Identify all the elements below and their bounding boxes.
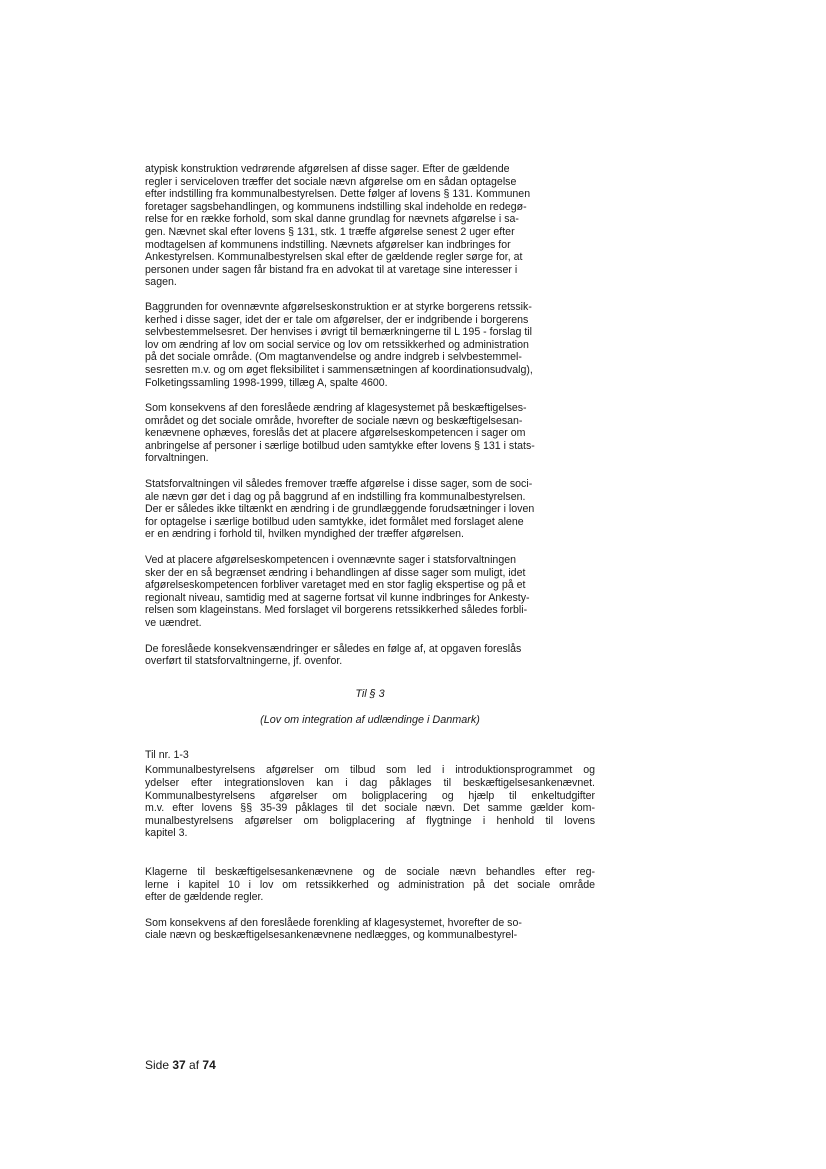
text-line: Baggrunden for ovennævnte afgørelseskonstruktion er at styrke borgerens retssik- (145, 300, 532, 313)
text-line: lerne i kapitel 10 i lov om retssikkerhed og administration på det sociale område (145, 878, 595, 891)
paragraph-3 (145, 402, 595, 465)
text-line: lov om ændring af lov om social service og lov om retssikkerhed og administration (145, 338, 529, 351)
text-line: Som konsekvens af den foreslåede ændring af klagesystemet på beskæftigelses- (145, 402, 527, 415)
page-content (145, 163, 595, 942)
text-line: er en ændring i forhold til, hvilken myndighed der træffer afgørelsen. (145, 528, 464, 541)
text-line: Kommunalbestyrelsens afgørelser om tilbud som led i introduktionsprogrammet og (145, 764, 595, 777)
text-line: foretager sagsbehandlingen, og kommunens indstilling skal indeholde en redegø- (145, 200, 527, 213)
text-line: Kommunalbestyrelsens afgørelser om boligplacering og hjælp til enkeltudgifter (145, 789, 595, 802)
paragraph-1 (145, 163, 595, 289)
text-line: Som konsekvens af den foreslåede forenkling af klagesystemet, hvorefter de so- (145, 916, 522, 929)
text-line: Statsforvaltningen vil således fremover træffe afgørelse i disse sager, som de soci- (145, 478, 533, 491)
text-line: selvbestemmelsesret. Der henvises i øvrigt til bemærkningerne til L 195 - forslag til (145, 326, 533, 339)
paragraph-9 (145, 917, 595, 942)
text-line: Til nr. 1-3 (145, 748, 189, 761)
section-heading: Til § 3 (355, 687, 385, 700)
text-line: forvaltningen. (145, 452, 209, 465)
text-line: området og det sociale område, hvorefter de sociale nævn og beskæftigelsesan- (145, 414, 523, 427)
text-line: Klagerne til beskæftigelsesankenævnene og de sociale nævn behandles efter reg- (145, 865, 595, 878)
text-line: sagen. (145, 276, 177, 289)
paragraph-2 (145, 301, 595, 389)
text-line: sker der en så begrænset ændring i behandlingen af disse sager som muligt, idet (145, 566, 526, 579)
paragraph-8 (145, 866, 595, 904)
text-line: m.v. efter lovens §§ 35-39 påklages til det sociale nævn. Det samme gælder kom- (145, 802, 595, 815)
text-line: personen under sagen får bistand fra en advokat til at varetage sine interesser i (145, 263, 518, 276)
paragraph-6 (145, 643, 595, 668)
text-line: på det sociale område. (Om magtanvendelse og andre indgreb i selvbestemmel- (145, 351, 522, 364)
text-line: ydelser efter integrationsloven kan i dag påklages til beskæftigelsesankenævnet. (145, 776, 595, 789)
page-number-footer (145, 1058, 216, 1072)
text-line: Folketingssamling 1998-1999, tillæg A, spalte 4600. (145, 376, 388, 389)
text-line: relsen som klageinstans. Med forslaget vil borgerens retssikkerhed således forbli- (145, 604, 528, 617)
page-label: Side (145, 1058, 173, 1072)
total-page-count: 74 (202, 1058, 216, 1072)
section-subheading: (Lov om integration af udlændinge i Danmark) (260, 713, 480, 726)
text-line: kerhed i disse sager, idet der er tale om afgørelser, der er indgribende i borgerens (145, 313, 529, 326)
text-line: modtagelsen af kommunens indstilling. Nævnets afgørelser kan indbringes for (145, 238, 511, 251)
text-line: Ved at placere afgørelseskompetencen i ovennævnte sager i statsforvaltningen (145, 554, 516, 567)
text-line: gen. Nævnet skal efter lovens § 131, stk. 1 træffe afgørelse senest 2 uger efter (145, 225, 515, 238)
text-line: ale nævn gør det i dag og på baggrund af en indstilling fra kommunalbestyrelsen. (145, 490, 526, 503)
text-line: sesretten m.v. og om øget fleksibilitet i sammensætningen af koordinationsudvalg), (145, 363, 533, 376)
text-line: kapitel 3. (145, 827, 188, 840)
text-line: kenævnene ophæves, foreslås det at placere afgørelseskompetencen i sager om (145, 427, 526, 440)
text-line: regler i serviceloven træffer det sociale nævn afgørelse om en sådan optagelse (145, 175, 517, 188)
text-line: regionalt niveau, samtidig med at sagerne fortsat vil kunne indbringes for Ankesty- (145, 591, 530, 604)
text-line: relse for en række forhold, som skal danne grundlag for nævnets afgørelse i sa- (145, 213, 519, 226)
text-line: ve uændret. (145, 617, 202, 629)
subsection-label (145, 749, 595, 762)
text-line: efter indstilling fra kommunalbestyrelsen. Dette følger af lovens § 131. Kommunen (145, 188, 531, 201)
text-line: efter de gældende regler. (145, 891, 264, 904)
text-line: Ankestyrelsen. Kommunalbestyrelsen skal efter de gældende regler sørge for, at (145, 251, 523, 264)
paragraph-5 (145, 554, 595, 630)
text-line: atypisk konstruktion vedrørende afgørelsen af disse sager. Efter de gældende (145, 163, 510, 175)
text-line: afgørelseskompetencen forbliver varetaget med en stor faglig ekspertise og på et (145, 579, 526, 592)
text-line: De foreslåede konsekvensændringer er således en følge af, at opgaven foreslås (145, 642, 522, 655)
text-line: munalbestyrelsens afgørelser om boligplacering af flygtninge i henhold til lovens (145, 814, 595, 827)
page-separator: af (185, 1058, 203, 1072)
paragraph-7 (145, 764, 595, 840)
text-line: ciale nævn og beskæftigelsesankenævnene nedlægges, og kommunalbestyrel- (145, 929, 518, 942)
text-line: Der er således ikke tiltænkt en ændring i de grundlæggende forudsætninger i loven (145, 503, 535, 516)
text-line: overført til statsforvaltningerne, jf. ovenfor. (145, 655, 343, 668)
paragraph-4 (145, 478, 595, 541)
current-page-number: 37 (172, 1058, 186, 1072)
text-line: for optagelse i særlige botilbud uden samtykke, idet formålet med forslaget alene (145, 515, 524, 528)
text-line: anbringelse af personer i særlige botilbud uden samtykke efter lovens § 131 i stats- (145, 439, 535, 452)
